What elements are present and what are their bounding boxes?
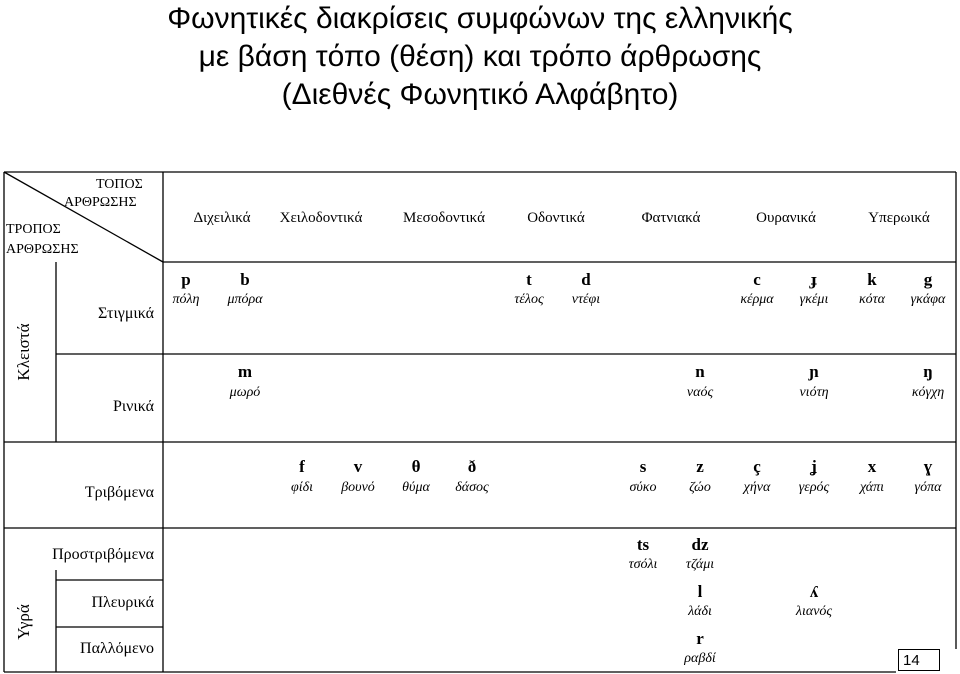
fricative-example: γόπα: [914, 480, 942, 495]
group-label-liquid: Υγρά: [14, 604, 33, 640]
place-header-velar: Υπερωικά: [868, 210, 930, 226]
fricative-symbol: θ: [411, 457, 421, 476]
stop-example: γκάφα: [910, 292, 946, 307]
corner-place-label-1: ΤΟΠΟΣ: [96, 177, 143, 192]
fricative-symbol: f: [299, 457, 305, 476]
fricative-symbol: ð: [467, 457, 477, 476]
fricative-example: σύκο: [629, 480, 657, 495]
stop-example: μπόρα: [227, 292, 263, 307]
nasal-symbol: ɲ: [809, 362, 819, 381]
lateral-symbol: l: [697, 582, 703, 601]
affricate-symbol: dz: [691, 535, 709, 554]
fricative-symbol: ʝ: [811, 457, 817, 476]
manner-label-stops: Στιγμικά: [97, 305, 154, 322]
manner-label-trills: Παλλόμενο: [80, 640, 154, 657]
nasal-example: ναός: [686, 385, 714, 400]
stop-symbol: c: [753, 270, 761, 289]
stop-symbol: b: [240, 270, 250, 289]
fricative-example: δάσος: [455, 480, 489, 495]
affricate-symbol: ts: [636, 535, 650, 554]
group-label-closed: Κλειστά: [14, 323, 33, 381]
lateral-example: λιανός: [795, 604, 833, 619]
fricative-example: χάπι: [859, 480, 885, 495]
place-header-labiodental: Χειλοδοντικά: [279, 210, 363, 226]
nasal-example: μωρό: [229, 385, 261, 400]
fricative-symbol: x: [867, 457, 877, 476]
title-line-3: (Διεθνές Φωνητικό Αλφάβητο): [281, 78, 679, 111]
fricative-symbol: ç: [753, 457, 761, 476]
trill-example: ραβδί: [684, 651, 716, 666]
nasal-symbol: n: [695, 362, 705, 381]
corner-manner-label-1: ΤΡΟΠΟΣ: [6, 222, 61, 237]
place-header-bilabial: Διχειλικά: [193, 210, 251, 226]
fricative-symbol: z: [696, 457, 704, 476]
manner-label-affricates: Προστριβόμενα: [52, 546, 154, 563]
place-header-palatal: Ουρανικά: [756, 210, 816, 226]
title-line-1: Φωνητικές διακρίσεις συμφώνων της ελληνικής: [167, 2, 793, 35]
corner-manner-label-2: ΑΡΘΡΩΣΗΣ: [6, 242, 79, 257]
stop-symbol: k: [867, 270, 877, 289]
manner-label-nasals: Ρινικά: [112, 398, 154, 415]
corner-place-label-2: ΑΡΘΡΩΣΗΣ: [64, 195, 137, 210]
fricative-symbol: v: [353, 457, 363, 476]
nasal-example: νιότη: [799, 385, 829, 400]
nasal-symbol: ŋ: [923, 362, 933, 381]
fricative-example: γερός: [798, 480, 830, 495]
stop-example: κότα: [858, 292, 886, 307]
fricative-symbol: ɣ: [923, 457, 933, 476]
lateral-symbol: ʎ: [809, 582, 819, 601]
place-header-dental: Οδοντικά: [527, 210, 585, 226]
lateral-example: λάδι: [688, 604, 712, 619]
stop-symbol: g: [923, 270, 933, 289]
stop-example: τέλος: [514, 292, 544, 307]
fricative-example: χήνα: [743, 480, 771, 495]
stop-symbol: d: [581, 270, 591, 289]
manner-label-laterals: Πλευρικά: [91, 594, 154, 611]
nasal-symbol: m: [237, 362, 253, 381]
stop-symbol: ɟ: [811, 270, 817, 289]
fricative-symbol: s: [639, 457, 647, 476]
fricative-example: βουνό: [341, 480, 375, 495]
stop-example: ντέφι: [571, 292, 601, 307]
stop-example: γκέμι: [799, 292, 829, 307]
affricate-example: τσόλι: [628, 557, 658, 572]
nasal-example: κόγχη: [911, 385, 945, 400]
affricate-example: τζάμι: [685, 557, 715, 572]
manner-label-fricatives: Τριβόμενα: [84, 484, 154, 501]
trill-symbol: r: [696, 629, 704, 648]
title-line-2: με βάση τόπο (θέση) και τρόπο άρθρωσης: [198, 40, 762, 73]
page-number: 14: [898, 649, 940, 671]
stop-symbol: t: [526, 270, 532, 289]
fricative-example: ζώο: [689, 480, 711, 495]
place-header-alveolar: Φατνιακά: [641, 210, 701, 226]
place-header-interdental: Μεσοδοντικά: [403, 210, 485, 226]
stop-example: πόλη: [172, 292, 200, 307]
fricative-example: φίδι: [290, 480, 314, 495]
fricative-example: θύμα: [402, 480, 430, 495]
stop-symbol: p: [181, 270, 191, 289]
stop-example: κέρμα: [740, 292, 774, 307]
